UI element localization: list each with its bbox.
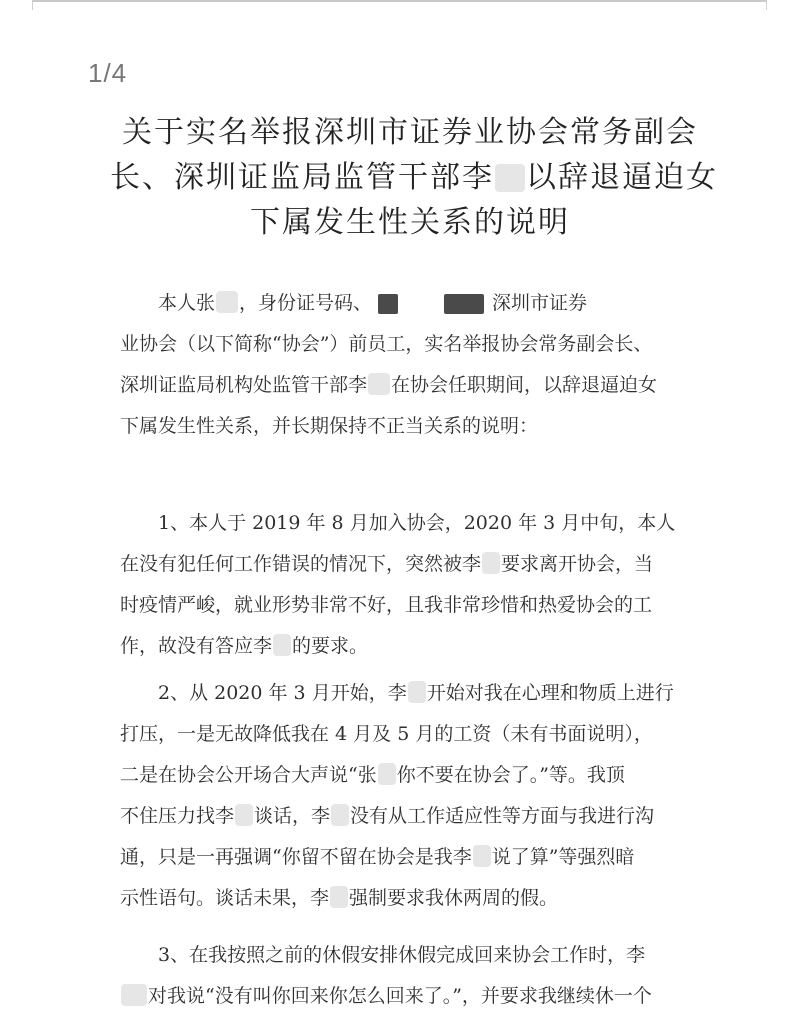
redaction-blur <box>216 291 238 313</box>
p1-line-2: 在没有犯任何工作错误的情况下，突然被李 要求离开协会，当 <box>120 553 654 575</box>
p1-line-1: 1、本人于 2019 年 8 月加入协会，2020 年 3 月中旬，本人 <box>158 512 676 534</box>
redacted-id-number <box>372 291 492 313</box>
intro-line-4: 下属发生性关系，并长期保持不正当关系的说明： <box>120 415 539 437</box>
paragraph-3 <box>120 935 700 1017</box>
page-number: 1/4 <box>88 58 128 88</box>
paragraph-1 <box>120 503 700 667</box>
page-left-edge <box>32 0 33 10</box>
redaction-blur <box>121 984 147 1006</box>
redaction-blur <box>378 763 396 785</box>
intro-line-2: 业协会（以下简称“协会”）前员工，实名举报协会常务副会长、 <box>120 333 653 355</box>
document-title <box>110 110 718 245</box>
title-line-1: 关于实名举报深圳市证券业协会常务副会 <box>122 115 698 150</box>
redaction-blur <box>482 552 500 574</box>
redaction-blur <box>330 886 348 908</box>
redaction-blur <box>408 681 426 703</box>
page-right-edge <box>766 0 767 10</box>
page-top-border <box>32 0 766 2</box>
intro-line-1: 本人张 ，身份证号码、 深圳市证券 <box>158 292 588 314</box>
redaction-blur <box>273 634 291 656</box>
p2-line-4: 不住压力找李 谈话，李 没有从工作适应性等方面与我进行沟 <box>120 805 655 827</box>
intro-line-3: 深圳证监局机构处监管干部李 在协会任职期间，以辞退逼迫女 <box>120 374 658 396</box>
p2-line-1: 2、从 2020 年 3 月开始，李 开始对我在心理和物质上进行 <box>158 682 674 704</box>
intro-paragraph <box>120 283 700 447</box>
p3-line-2: 对我说“没有叫你回来你怎么回来了。”，并要求我继续休一个 <box>120 976 700 1017</box>
title-line-2: 长、深圳证监局监管干部李 以辞退逼迫女 <box>110 160 718 195</box>
redaction-blur <box>495 164 525 192</box>
title-line-3: 下属发生性关系的说明 <box>250 205 570 240</box>
redaction-blur <box>331 804 349 826</box>
p2-line-2: 打压，一是无故降低我在 4 月及 5 月的工资（未有书面说明）， <box>120 723 653 745</box>
redaction-blur <box>368 373 390 395</box>
redaction-blur <box>235 804 253 826</box>
p2-line-6: 示性语句。谈话未果，李 强制要求我休两周的假。 <box>120 887 559 909</box>
p1-line-3: 时疫情严峻，就业形势非常不好，且我非常珍惜和热爱协会的工 <box>120 594 653 616</box>
paragraph-2 <box>120 673 700 919</box>
p2-line-3: 二是在协会公开场合大声说“张 你不要在协会了。”等。我顶 <box>120 764 625 786</box>
redaction-blur <box>473 845 491 867</box>
p3-line-1: 3、在我按照之前的休假安排休假完成回来协会工作时，李 <box>158 944 646 966</box>
p1-line-4: 作，故没有答应李 的要求。 <box>120 635 369 657</box>
p2-line-5: 通，只是一再强调“你留不留在协会是我李 说了算”等强烈暗 <box>120 846 635 868</box>
